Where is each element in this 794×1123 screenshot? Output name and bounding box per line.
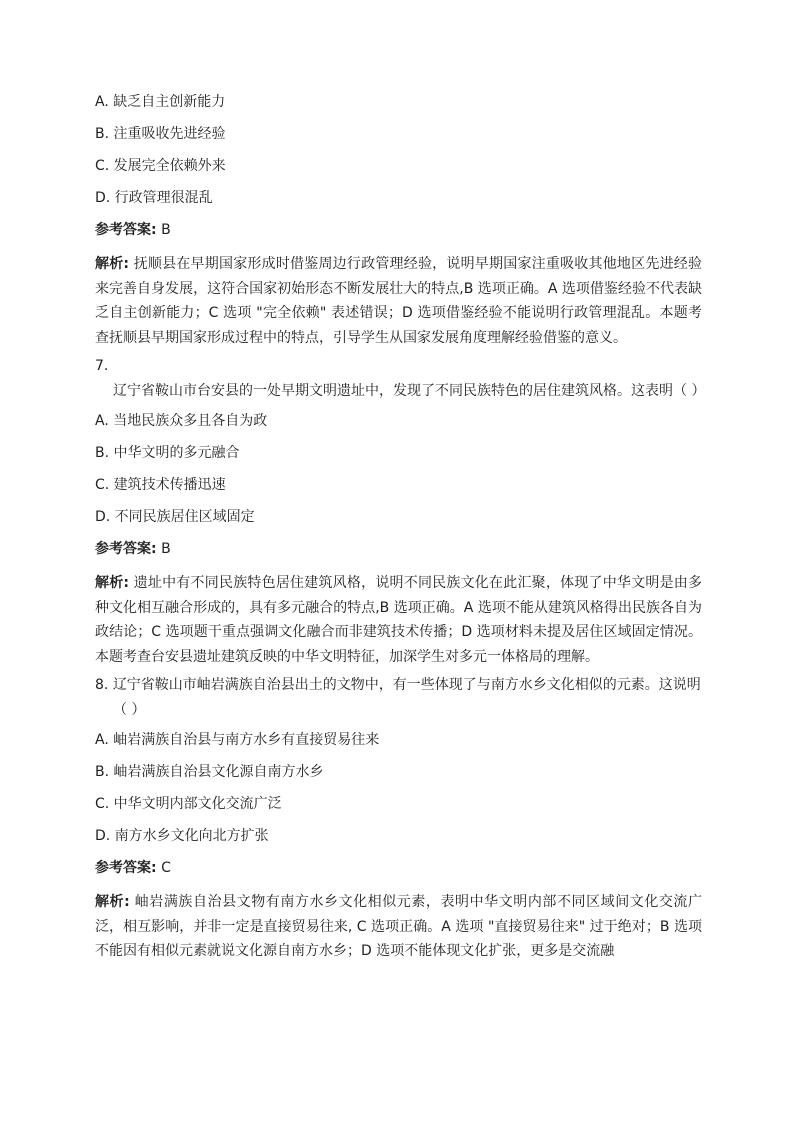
question-7 — [95, 354, 706, 403]
explanation — [95, 252, 702, 350]
option-c[interactable]: C. 发展完全依赖外来 — [95, 158, 226, 174]
answer-label: 参考答案: — [95, 222, 157, 238]
option-a[interactable]: A. 岫岩满族自治县与南方水乡有直接贸易往来 — [95, 732, 380, 748]
answer-label: 参考答案: — [95, 541, 157, 557]
option-d[interactable]: D. 南方水乡文化向北方扩张 — [95, 828, 269, 844]
question-number: 8. — [95, 677, 109, 693]
explanation-text: 抚顺县在早期国家形成时借鉴周边行政管理经验，说明早期国家注重吸收其他地区先进经验来完善自身发展，这符合国家初始形态不断发展壮大的特点,B 选项正确。A 选项借鉴经验不代表缺乏自主创新能力；C 选项 "完全依赖" 表述错误；D 选项借鉴经验不能说明行政管理混乱。本题考查抚顺县早期国家形成过程中的特点，引导学生从国家发展角度理解经验借鉴的意义。 — [95, 256, 702, 346]
answer-label: 参考答案: — [95, 860, 157, 876]
explanation-label: 解析: — [95, 575, 130, 591]
question-text: 辽宁省鞍山市台安县的一处早期文明遗址中，发现了不同民族特色的居住建筑风格。这表明（ ） — [113, 382, 706, 399]
answer-value: C — [161, 860, 171, 876]
option-a[interactable]: A. 缺乏自主创新能力 — [95, 94, 226, 110]
option-c[interactable]: C. 中华文明内部文化交流广泛 — [95, 796, 282, 812]
explanation-label: 解析: — [95, 256, 130, 272]
option-b[interactable]: B. 中华文明的多元融合 — [95, 445, 240, 461]
option-b[interactable]: B. 岫岩满族自治县文化源自南方水乡 — [95, 764, 324, 780]
question-text: 辽宁省鞍山市岫岩满族自治县出土的文物中，有一些体现了与南方水乡文化相似的元素。这说明（ ） — [112, 677, 701, 718]
option-c[interactable]: C. 建筑技术传播迅速 — [95, 477, 226, 493]
question-8 — [95, 673, 702, 722]
answer-value: B — [161, 222, 171, 238]
explanation — [95, 571, 702, 669]
explanation-label: 解析: — [95, 894, 130, 910]
answer-line — [95, 856, 702, 880]
answer-line — [95, 537, 702, 561]
option-d[interactable]: D. 不同民族居住区域固定 — [95, 509, 255, 525]
explanation — [95, 890, 702, 964]
option-a[interactable]: A. 当地民族众多且各自为政 — [95, 413, 268, 429]
explanation-text: 遗址中有不同民族特色居住建筑风格，说明不同民族文化在此汇聚，体现了中华文明是由多种文化相互融合形成的，具有多元融合的特点,B 选项正确。A 选项不能从建筑风格得出民族各自为政结论；C 选项题干重点强调文化融合而非建筑技术传播；D 选项材料未提及居住区域固定情况。本题考查台安县遗址建筑反映的中华文明特征，加深学生对多元一体格局的理解。 — [95, 575, 702, 665]
question-number: 7. — [95, 358, 109, 374]
option-d[interactable]: D. 行政管理很混乱 — [95, 190, 213, 206]
explanation-text: 岫岩满族自治县文物有南方水乡文化相似元素，表明中华文明内部不同区域间文化交流广泛，相互影响，并非一定是直接贸易往来, C 选项正确。A 选项 "直接贸易往来" 过于绝对；B 选项不能因有相似元素就说文化源自南方水乡；D 选项不能体现文化扩张，更多是交流融 — [95, 894, 702, 959]
option-b[interactable]: B. 注重吸收先进经验 — [95, 126, 226, 142]
answer-value: B — [161, 541, 171, 557]
answer-line — [95, 218, 702, 242]
